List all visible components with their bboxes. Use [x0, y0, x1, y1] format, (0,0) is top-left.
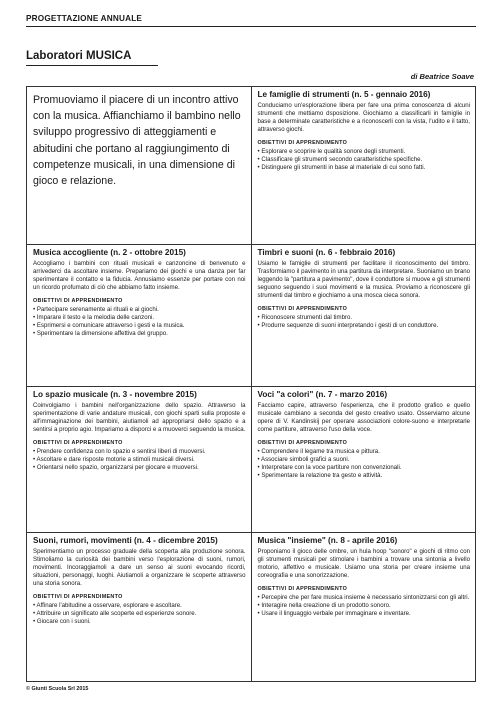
- objectives-label: OBIETTIVI DI APPRENDIMENTO: [257, 306, 348, 313]
- module-description: Facciamo capire, attraverso l'esperienza, che il prodotto grafico e quello musicale cambiano a seconda del gesto creativo usato. Osserviamo alcune opere di V. Kandinskij per operare associazioni colore-suono e interpretarle come partiture, attraverso l'uso della voce.: [257, 402, 470, 434]
- objective-item: • Riconoscere strumenti dal timbro.: [258, 314, 471, 322]
- module-title: Musica accogliente (n. 2 - ottobre 2015): [33, 248, 186, 257]
- objective-item: • Produrre sequenze di suoni interpretando i gesti di un conduttore.: [258, 322, 471, 330]
- intro-cell: [27, 87, 252, 245]
- objective-item: • Usare il linguaggio verbale per immaginare e inventare.: [258, 610, 471, 618]
- section-header: PROGETTAZIONE ANNUALE: [26, 14, 143, 23]
- objectives-label: OBIETTIVI DI APPRENDIMENTO: [33, 440, 123, 447]
- module-cell-musica-accogliente: [27, 245, 252, 387]
- objective-item: • Associare simboli grafici a suoni.: [258, 456, 471, 464]
- objectives-label: OBIETTIVI DI APPRENDIMENTO: [257, 140, 348, 147]
- module-cell-suoni-rumori-movimenti: [27, 533, 252, 682]
- module-description: Usiamo le famiglie di strumenti per facilitare il riconoscimento del timbro. Trasformiamo il pavimento in una partitura da interpretare. Suoniamo un brano leggendo la "partitura a pavimento", dove il conduttore si muove e gli strumenti seguono seguendo i suoi movimenti e la musica. Proviamo a riconoscere gli strumenti dal timbro e giochiamo a una mosca cieca sonora.: [257, 260, 470, 300]
- objective-item: • Ascoltare e dare risposte motorie a stimoli musicali diversi.: [33, 456, 246, 464]
- copyright-footer: © Giunti Scuola Srl 2015: [26, 686, 89, 692]
- module-cell-voci-a-colori: [251, 387, 476, 533]
- title-underline: [26, 65, 158, 66]
- objective-item: • Sperimentare la dimensione affettiva del gruppo.: [33, 330, 246, 338]
- intro-text: Promuoviamo il piacere di un incontro attivo con la musica. Affianchiamo il bambino nello sviluppo progressivo di atteggiamenti e abitudini che portano al raggiungimento di competenze musicali, in una dimensione di gioco e relazione.: [33, 94, 241, 188]
- module-cell-le-famiglie-di-strumenti: [251, 87, 476, 245]
- objective-item: • Esplorare e scoprire le qualità sonore degli strumenti.: [258, 148, 471, 156]
- objective-item: • Sperimentare la relazione tra gesto e attività.: [258, 472, 471, 480]
- objective-item: • Giocare con i suoni.: [33, 618, 246, 626]
- objective-item: • Imparare il testo e la melodia delle canzoni.: [33, 314, 246, 322]
- module-cell-timbri-e-suoni: [251, 245, 476, 387]
- objective-item: • Interagire nella creazione di un prodotto sonoro.: [258, 602, 471, 610]
- objective-item: • Comprendere il legame tra musica e pittura.: [258, 448, 471, 456]
- page-title: Laboratori MUSICA: [26, 50, 132, 62]
- objective-item: • Prendere confidenza con lo spazio e sentirsi liberi di muoversi.: [33, 448, 246, 456]
- module-description: Coinvolgiamo i bambini nell'organizzazione dello spazio. Attraverso la sperimentazione di varie andature musicali, con giochi sparti sulla proposte e all'immaginazione dei bambini, aiutiamoli ad appropriarsi dello spazio e a sentirsi a proprio agio. Impariamo a disporci e a muoverci seguendo la musica.: [33, 402, 246, 434]
- objective-item: • Attribuire un significato alle scoperte ed esperienze sonore.: [33, 610, 246, 618]
- module-description: Proponiamo il gioco delle ombre, un hula hoop "sonoro" e giochi di ritmo con gli strumenti musicali per stimolare i bambini a trovare una sintonia a livello motorio, affettivo e musicale. Usiamo una storia per creare insieme una coreografia e una sonorizzazione.: [257, 548, 470, 580]
- module-cell-lo-spazio-musicale: [27, 387, 252, 533]
- module-cell-musica-insieme: [251, 533, 476, 682]
- objectives-label: OBIETTIVI DI APPRENDIMENTO: [33, 594, 123, 601]
- objective-item: • Percepire che per fare musica insieme è necessario sintonizzarsi con gli altri.: [258, 594, 471, 602]
- module-title: Lo spazio musicale (n. 3 - novembre 2015): [33, 390, 197, 399]
- objectives-label: OBIETTIVI DI APPRENDIMENTO: [33, 298, 123, 305]
- objective-item: • Esprimersi e comunicare attraverso i gesti e la musica.: [33, 322, 246, 330]
- module-description: Accogliamo i bambini con rituali musicali e canzoncine di benvenuto e arrivederci da ascoltare insieme. Prepariamo dei giochi e una danza per far sperimentare il contatto e la fiducia. Annusiamo essenze per portare con noi un ricordo profumato di ciò che abbiamo fatto insieme.: [33, 260, 246, 292]
- module-title: Timbri e suoni (n. 6 - febbraio 2016): [257, 248, 396, 257]
- objectives-label: OBIETTIVI DI APPRENDIMENTO: [257, 440, 348, 447]
- objective-item: • Classificare gli strumenti secondo caratteristiche specifiche.: [258, 156, 471, 164]
- module-description: Conduciamo un'esplorazione libera per fare una prima conoscenza di alcuni strumenti che mettiamo dsposizione. Giochiamo a classificarli in famiglie in base a determinate caratteristiche e a riconoscerli con la vista, l'udito e il tatto, attraverso giochi.: [257, 102, 470, 134]
- objective-item: • Partecipare serenamente ai rituali e ai giochi.: [33, 306, 246, 314]
- module-title: Musica "insieme" (n. 8 - aprile 2016): [257, 536, 398, 545]
- module-description: Sperimentiamo un processo graduale della scoperta alla produzione sonora. Stimoliamo la curiosità dei bambini verso l'esplorazione di suoni, rumori, movimenti. Incoraggiamoli a dare un senso ai suoni evocando ricordi, situazioni, personaggi, luoghi. Aiutiamoli a organizzare le scoperte attraverso una storia sonora.: [33, 548, 246, 588]
- objectives-label: OBIETTIVI DI APPRENDIMENTO: [257, 586, 348, 593]
- header-divider: [26, 26, 476, 27]
- objective-item: • Orientarsi nello spazio, organizzarsi per giocare e muoversi.: [33, 464, 246, 472]
- author-byline: di Beatrice Soave: [410, 72, 474, 81]
- program-table: [26, 86, 476, 682]
- module-title: Suoni, rumori, movimenti (n. 4 - dicembre 2015): [33, 536, 218, 545]
- objective-item: • Distinguere gli strumenti in base al materiale di cui sono fatti.: [258, 164, 471, 172]
- module-title: Voci "a colori" (n. 7 - marzo 2016): [257, 390, 388, 399]
- objective-item: • Interpretare con la voce partiture non convenzionali.: [258, 464, 471, 472]
- module-title: Le famiglie di strumenti (n. 5 - gennaio 2016): [257, 90, 431, 99]
- objective-item: • Affinare l'abitudine a osservare, esplorare e ascoltare.: [33, 602, 246, 610]
